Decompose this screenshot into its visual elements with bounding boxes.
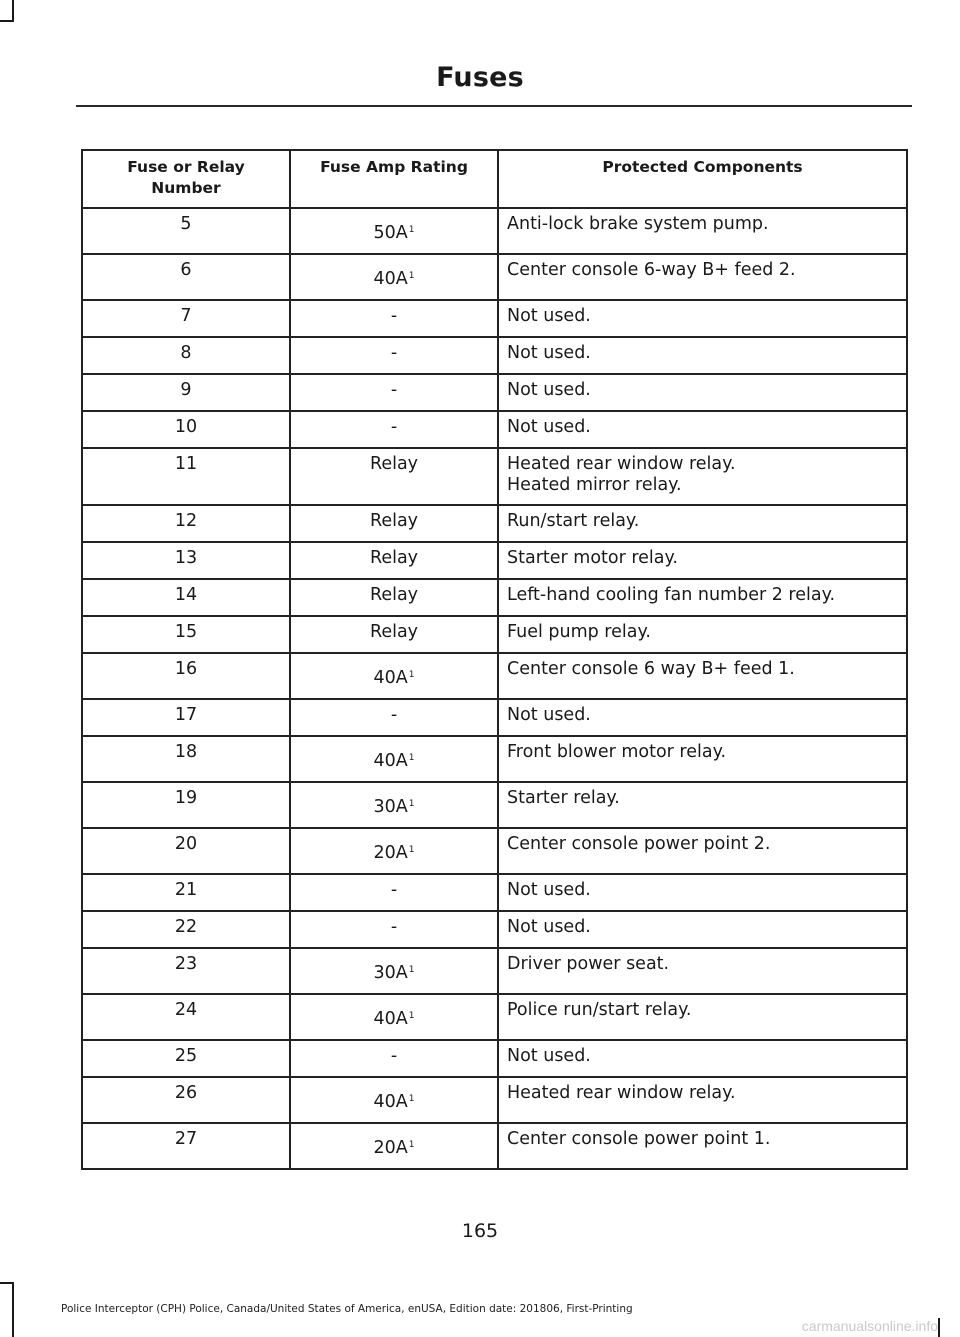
fuse-number-cell: 20 bbox=[82, 828, 290, 874]
fuse-number-cell: 14 bbox=[82, 579, 290, 616]
protected-components-cell bbox=[498, 948, 907, 994]
component-line: Anti-lock brake system pump. bbox=[507, 214, 769, 234]
footnote-marker: 1 bbox=[408, 965, 415, 975]
fuse-table bbox=[81, 149, 908, 1170]
protected-components-cell bbox=[498, 616, 907, 653]
amp-rating-cell bbox=[290, 699, 498, 736]
amp-rating-cell bbox=[290, 736, 498, 782]
amp-rating-value: - bbox=[390, 705, 398, 725]
protected-components-cell bbox=[498, 828, 907, 874]
protected-components-cell bbox=[498, 699, 907, 736]
amp-rating-cell bbox=[290, 1077, 498, 1123]
fuse-number-cell: 18 bbox=[82, 736, 290, 782]
table-row bbox=[82, 411, 907, 448]
component-line: Not used. bbox=[507, 380, 591, 400]
amp-rating-cell bbox=[290, 994, 498, 1040]
fuse-number-cell: 16 bbox=[82, 653, 290, 699]
amp-rating-value: Relay bbox=[369, 622, 419, 642]
footnote-marker: 1 bbox=[408, 799, 415, 809]
amp-rating-value: 30A bbox=[373, 797, 408, 817]
component-line: Center console power point 1. bbox=[507, 1129, 771, 1149]
fuse-number-cell: 17 bbox=[82, 699, 290, 736]
component-line: Heated mirror relay. bbox=[507, 475, 682, 495]
protected-components-cell bbox=[498, 653, 907, 699]
amp-rating-cell bbox=[290, 208, 498, 254]
amp-rating-value: Relay bbox=[369, 548, 419, 568]
fuse-number-cell: 27 bbox=[82, 1123, 290, 1169]
protected-components-cell bbox=[498, 208, 907, 254]
table-row bbox=[82, 300, 907, 337]
footnote-marker: 1 bbox=[408, 1140, 415, 1150]
amp-rating-value: 40A bbox=[373, 1009, 408, 1029]
footnote-marker: 1 bbox=[408, 271, 415, 281]
fuse-number-cell: 10 bbox=[82, 411, 290, 448]
footnote-marker: 1 bbox=[408, 753, 415, 763]
amp-rating-value: - bbox=[390, 380, 398, 400]
page-number: 165 bbox=[461, 1220, 499, 1242]
crop-mark-top-left-h bbox=[0, 20, 14, 22]
fuse-number-cell: 8 bbox=[82, 337, 290, 374]
fuse-number-cell: 7 bbox=[82, 300, 290, 337]
table-row bbox=[82, 653, 907, 699]
table-row bbox=[82, 505, 907, 542]
footnote-marker: 1 bbox=[408, 1011, 415, 1021]
fuse-number-cell: 12 bbox=[82, 505, 290, 542]
footnote-marker: 1 bbox=[408, 670, 415, 680]
component-line: Starter motor relay. bbox=[507, 548, 678, 568]
amp-rating-cell bbox=[290, 616, 498, 653]
footnote-marker: 1 bbox=[408, 225, 415, 235]
table-row bbox=[82, 874, 907, 911]
amp-rating-cell bbox=[290, 653, 498, 699]
protected-components-cell bbox=[498, 505, 907, 542]
amp-rating-value: Relay bbox=[369, 585, 419, 605]
fuse-number-cell: 23 bbox=[82, 948, 290, 994]
component-line: Not used. bbox=[507, 306, 591, 326]
amp-rating-cell bbox=[290, 782, 498, 828]
column-header-protected-components: Protected Components bbox=[498, 150, 907, 208]
footnote-marker: 1 bbox=[408, 845, 415, 855]
fuse-number-cell: 21 bbox=[82, 874, 290, 911]
amp-rating-value: Relay bbox=[369, 454, 419, 474]
component-line: Center console 6-way B+ feed 2. bbox=[507, 260, 796, 280]
component-line: Heated rear window relay. bbox=[507, 1083, 736, 1103]
crop-mark-top-left-v bbox=[12, 0, 14, 22]
component-line: Driver power seat. bbox=[507, 954, 670, 974]
fuse-number-cell: 25 bbox=[82, 1040, 290, 1077]
amp-rating-cell bbox=[290, 1123, 498, 1169]
amp-rating-cell bbox=[290, 1040, 498, 1077]
table-header-row bbox=[82, 150, 907, 208]
component-line: Not used. bbox=[507, 417, 591, 437]
fuse-number-cell: 15 bbox=[82, 616, 290, 653]
table-row bbox=[82, 699, 907, 736]
table-row bbox=[82, 782, 907, 828]
amp-rating-cell bbox=[290, 411, 498, 448]
amp-rating-value: 40A bbox=[373, 1092, 408, 1112]
amp-rating-value: 20A bbox=[373, 843, 408, 863]
protected-components-cell bbox=[498, 994, 907, 1040]
column-header-number: Fuse or Relay Number bbox=[82, 150, 290, 208]
amp-rating-value: 50A bbox=[373, 223, 408, 243]
fuse-number-cell: 11 bbox=[82, 448, 290, 505]
protected-components-cell bbox=[498, 374, 907, 411]
page-title: Fuses bbox=[436, 62, 524, 93]
table-row bbox=[82, 1077, 907, 1123]
amp-rating-cell bbox=[290, 337, 498, 374]
component-line: Fuel pump relay. bbox=[507, 622, 651, 642]
fuse-number-cell: 26 bbox=[82, 1077, 290, 1123]
amp-rating-value: - bbox=[390, 917, 398, 937]
amp-rating-cell bbox=[290, 505, 498, 542]
amp-rating-value: 30A bbox=[373, 963, 408, 983]
component-line: Left-hand cooling fan number 2 relay. bbox=[507, 585, 836, 605]
watermark: carmanualsonline.info bbox=[801, 1318, 938, 1334]
amp-rating-cell bbox=[290, 374, 498, 411]
fuse-number-cell: 9 bbox=[82, 374, 290, 411]
table-row bbox=[82, 448, 907, 505]
amp-rating-cell bbox=[290, 828, 498, 874]
protected-components-cell bbox=[498, 1040, 907, 1077]
table-row bbox=[82, 542, 907, 579]
table-row bbox=[82, 616, 907, 653]
amp-rating-value: - bbox=[390, 1046, 398, 1066]
amp-rating-value: Relay bbox=[369, 511, 419, 531]
component-line: Not used. bbox=[507, 880, 591, 900]
amp-rating-cell bbox=[290, 448, 498, 505]
table-row bbox=[82, 948, 907, 994]
header-divider bbox=[76, 105, 912, 107]
amp-rating-value: 40A bbox=[373, 269, 408, 289]
protected-components-cell bbox=[498, 254, 907, 300]
amp-rating-cell bbox=[290, 254, 498, 300]
fuse-number-cell: 24 bbox=[82, 994, 290, 1040]
fuse-number-cell: 5 bbox=[82, 208, 290, 254]
crop-mark-bottom-left-v bbox=[12, 1282, 14, 1337]
component-line: Center console 6 way B+ feed 1. bbox=[507, 659, 795, 679]
table-row bbox=[82, 828, 907, 874]
protected-components-cell bbox=[498, 300, 907, 337]
protected-components-cell bbox=[498, 782, 907, 828]
fuse-number-cell: 6 bbox=[82, 254, 290, 300]
table-row bbox=[82, 911, 907, 948]
table-row bbox=[82, 374, 907, 411]
component-line: Center console power point 2. bbox=[507, 834, 771, 854]
protected-components-cell bbox=[498, 448, 907, 505]
protected-components-cell bbox=[498, 411, 907, 448]
table-row bbox=[82, 994, 907, 1040]
amp-rating-value: - bbox=[390, 343, 398, 363]
amp-rating-value: - bbox=[390, 880, 398, 900]
component-line: Not used. bbox=[507, 1046, 591, 1066]
protected-components-cell bbox=[498, 579, 907, 616]
protected-components-cell bbox=[498, 337, 907, 374]
amp-rating-cell bbox=[290, 300, 498, 337]
component-line: Run/start relay. bbox=[507, 511, 640, 531]
protected-components-cell bbox=[498, 911, 907, 948]
crop-mark-bottom-left-h bbox=[0, 1282, 14, 1284]
table-row bbox=[82, 337, 907, 374]
footnote-marker: 1 bbox=[408, 1094, 415, 1104]
table-row bbox=[82, 736, 907, 782]
protected-components-cell bbox=[498, 874, 907, 911]
fuse-number-cell: 22 bbox=[82, 911, 290, 948]
table-row bbox=[82, 254, 907, 300]
amp-rating-cell bbox=[290, 911, 498, 948]
amp-rating-cell bbox=[290, 579, 498, 616]
protected-components-cell bbox=[498, 1077, 907, 1123]
amp-rating-value: 40A bbox=[373, 668, 408, 688]
amp-rating-cell bbox=[290, 542, 498, 579]
amp-rating-value: 40A bbox=[373, 751, 408, 771]
footer-edition-text: Police Interceptor (CPH) Police, Canada/United States of America, enUSA, Edition date: 201806, First-Printing bbox=[61, 1303, 633, 1315]
amp-rating-value: - bbox=[390, 417, 398, 437]
amp-rating-cell bbox=[290, 948, 498, 994]
fuse-number-cell: 13 bbox=[82, 542, 290, 579]
component-line: Front blower motor relay. bbox=[507, 742, 727, 762]
component-line: Not used. bbox=[507, 917, 591, 937]
table-row bbox=[82, 1123, 907, 1169]
component-line: Not used. bbox=[507, 705, 591, 725]
protected-components-cell bbox=[498, 736, 907, 782]
table-row bbox=[82, 579, 907, 616]
protected-components-cell bbox=[498, 542, 907, 579]
table-row bbox=[82, 1040, 907, 1077]
protected-components-cell bbox=[498, 1123, 907, 1169]
fuse-number-cell: 19 bbox=[82, 782, 290, 828]
column-header-amp-rating: Fuse Amp Rating bbox=[290, 150, 498, 208]
table-row bbox=[82, 208, 907, 254]
amp-rating-value: 20A bbox=[373, 1138, 408, 1158]
component-line: Not used. bbox=[507, 343, 591, 363]
amp-rating-value: - bbox=[390, 306, 398, 326]
component-line: Starter relay. bbox=[507, 788, 620, 808]
component-line: Heated rear window relay. bbox=[507, 454, 736, 474]
crop-mark-bottom-right-v bbox=[938, 1318, 940, 1337]
amp-rating-cell bbox=[290, 874, 498, 911]
component-line: Police run/start relay. bbox=[507, 1000, 692, 1020]
